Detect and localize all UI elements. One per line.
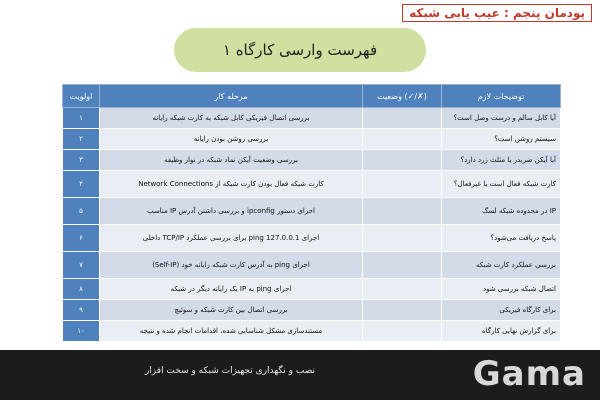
priority-cell: ۲	[63, 129, 100, 150]
step-cell: اجرای ping به آدرس کارت شبکه رایانه خود (Self-IP)	[100, 252, 363, 279]
table-row	[63, 252, 561, 279]
footer-bar	[0, 350, 600, 400]
module-header: پودمان پنجم : عیب یابی شبکه	[402, 4, 592, 22]
column-header-description: توضیحات لازم	[442, 85, 561, 108]
step-cell: اجرای ping به IP یک رایانه دیگر در شبکه	[100, 279, 363, 300]
table-row	[63, 171, 561, 198]
table-row	[63, 300, 561, 321]
priority-cell: ۸	[63, 279, 100, 300]
priority-cell: ۷	[63, 252, 100, 279]
footer-course-title: نصب و نگهداری تجهیزات شبکه و سخت افزار	[144, 366, 316, 376]
checklist-table	[62, 84, 561, 342]
column-header-priority: اولویت	[63, 85, 100, 108]
table-row	[63, 279, 561, 300]
priority-cell: ۵	[63, 198, 100, 225]
description-cell: برای کارگاه فیزیکی	[442, 300, 561, 321]
table-row	[63, 225, 561, 252]
status-cell	[363, 198, 442, 225]
status-cell	[363, 225, 442, 252]
description-cell: آیا آیکن ضربدر یا مثلث زرد دارد؟	[442, 150, 561, 171]
column-header-status: وضعیت (✓/✗)	[363, 85, 442, 108]
table-row	[63, 150, 561, 171]
description-cell: اتصال شبکه بررسی شود	[442, 279, 561, 300]
description-cell: برای گزارش نهایی کارگاه	[442, 321, 561, 342]
step-cell: بررسی اتصال فیزیکی کابل شبکه به کارت شبکه رایانه	[100, 108, 363, 129]
status-cell	[363, 279, 442, 300]
step-cell: کارت شبکه فعال بودن کارت شبکه از Network Connections	[100, 171, 363, 198]
description-cell: پاسخ دریافت می‌شود؟	[442, 225, 561, 252]
step-cell: اجرای ping 127.0.0.1 برای بررسی عملکرد TCP/IP داخلی	[100, 225, 363, 252]
status-cell	[363, 300, 442, 321]
table-row	[63, 321, 561, 342]
page-title: فهرست وارسی کارگاه ۱	[174, 28, 426, 72]
description-cell: سیستم روشن است؟	[442, 129, 561, 150]
step-cell: بررسی وضعیت آیکن نماد شبکه در نوار وظیفه	[100, 150, 363, 171]
priority-cell: ۴	[63, 171, 100, 198]
priority-cell: ۱۰	[63, 321, 100, 342]
priority-cell: ۱	[63, 108, 100, 129]
status-cell	[363, 321, 442, 342]
table-row	[63, 108, 561, 129]
table-header-row	[63, 85, 561, 108]
status-cell	[363, 108, 442, 129]
priority-cell: ۶	[63, 225, 100, 252]
status-cell	[363, 150, 442, 171]
priority-cell: ۹	[63, 300, 100, 321]
description-cell: کارت شبکه فعال است یا غیرفعال؟	[442, 171, 561, 198]
description-cell: IP در محدوده شبکه لسگ	[442, 198, 561, 225]
description-cell: بررسی عملکرد کارت شبکه	[442, 252, 561, 279]
gama-watermark-logo: Gama	[472, 354, 586, 394]
table-row	[63, 129, 561, 150]
step-cell: بررسی اتصال بین کارت شبکه و سوئیچ	[100, 300, 363, 321]
column-header-step: مرحله کار	[100, 85, 363, 108]
status-cell	[363, 252, 442, 279]
status-cell	[363, 129, 442, 150]
description-cell: آیا کابل سالم و درست وصل است؟	[442, 108, 561, 129]
status-cell	[363, 171, 442, 198]
step-cell: مستندسازی مشکل شناسایی شده، اقدامات انجام شده و نتیجه	[100, 321, 363, 342]
step-cell: بررسی روشن بودن رایانه	[100, 129, 363, 150]
step-cell: اجرای دستور ipconfig و بررسی داشتن آدرس IP مناسب	[100, 198, 363, 225]
table-row	[63, 198, 561, 225]
priority-cell: ۳	[63, 150, 100, 171]
